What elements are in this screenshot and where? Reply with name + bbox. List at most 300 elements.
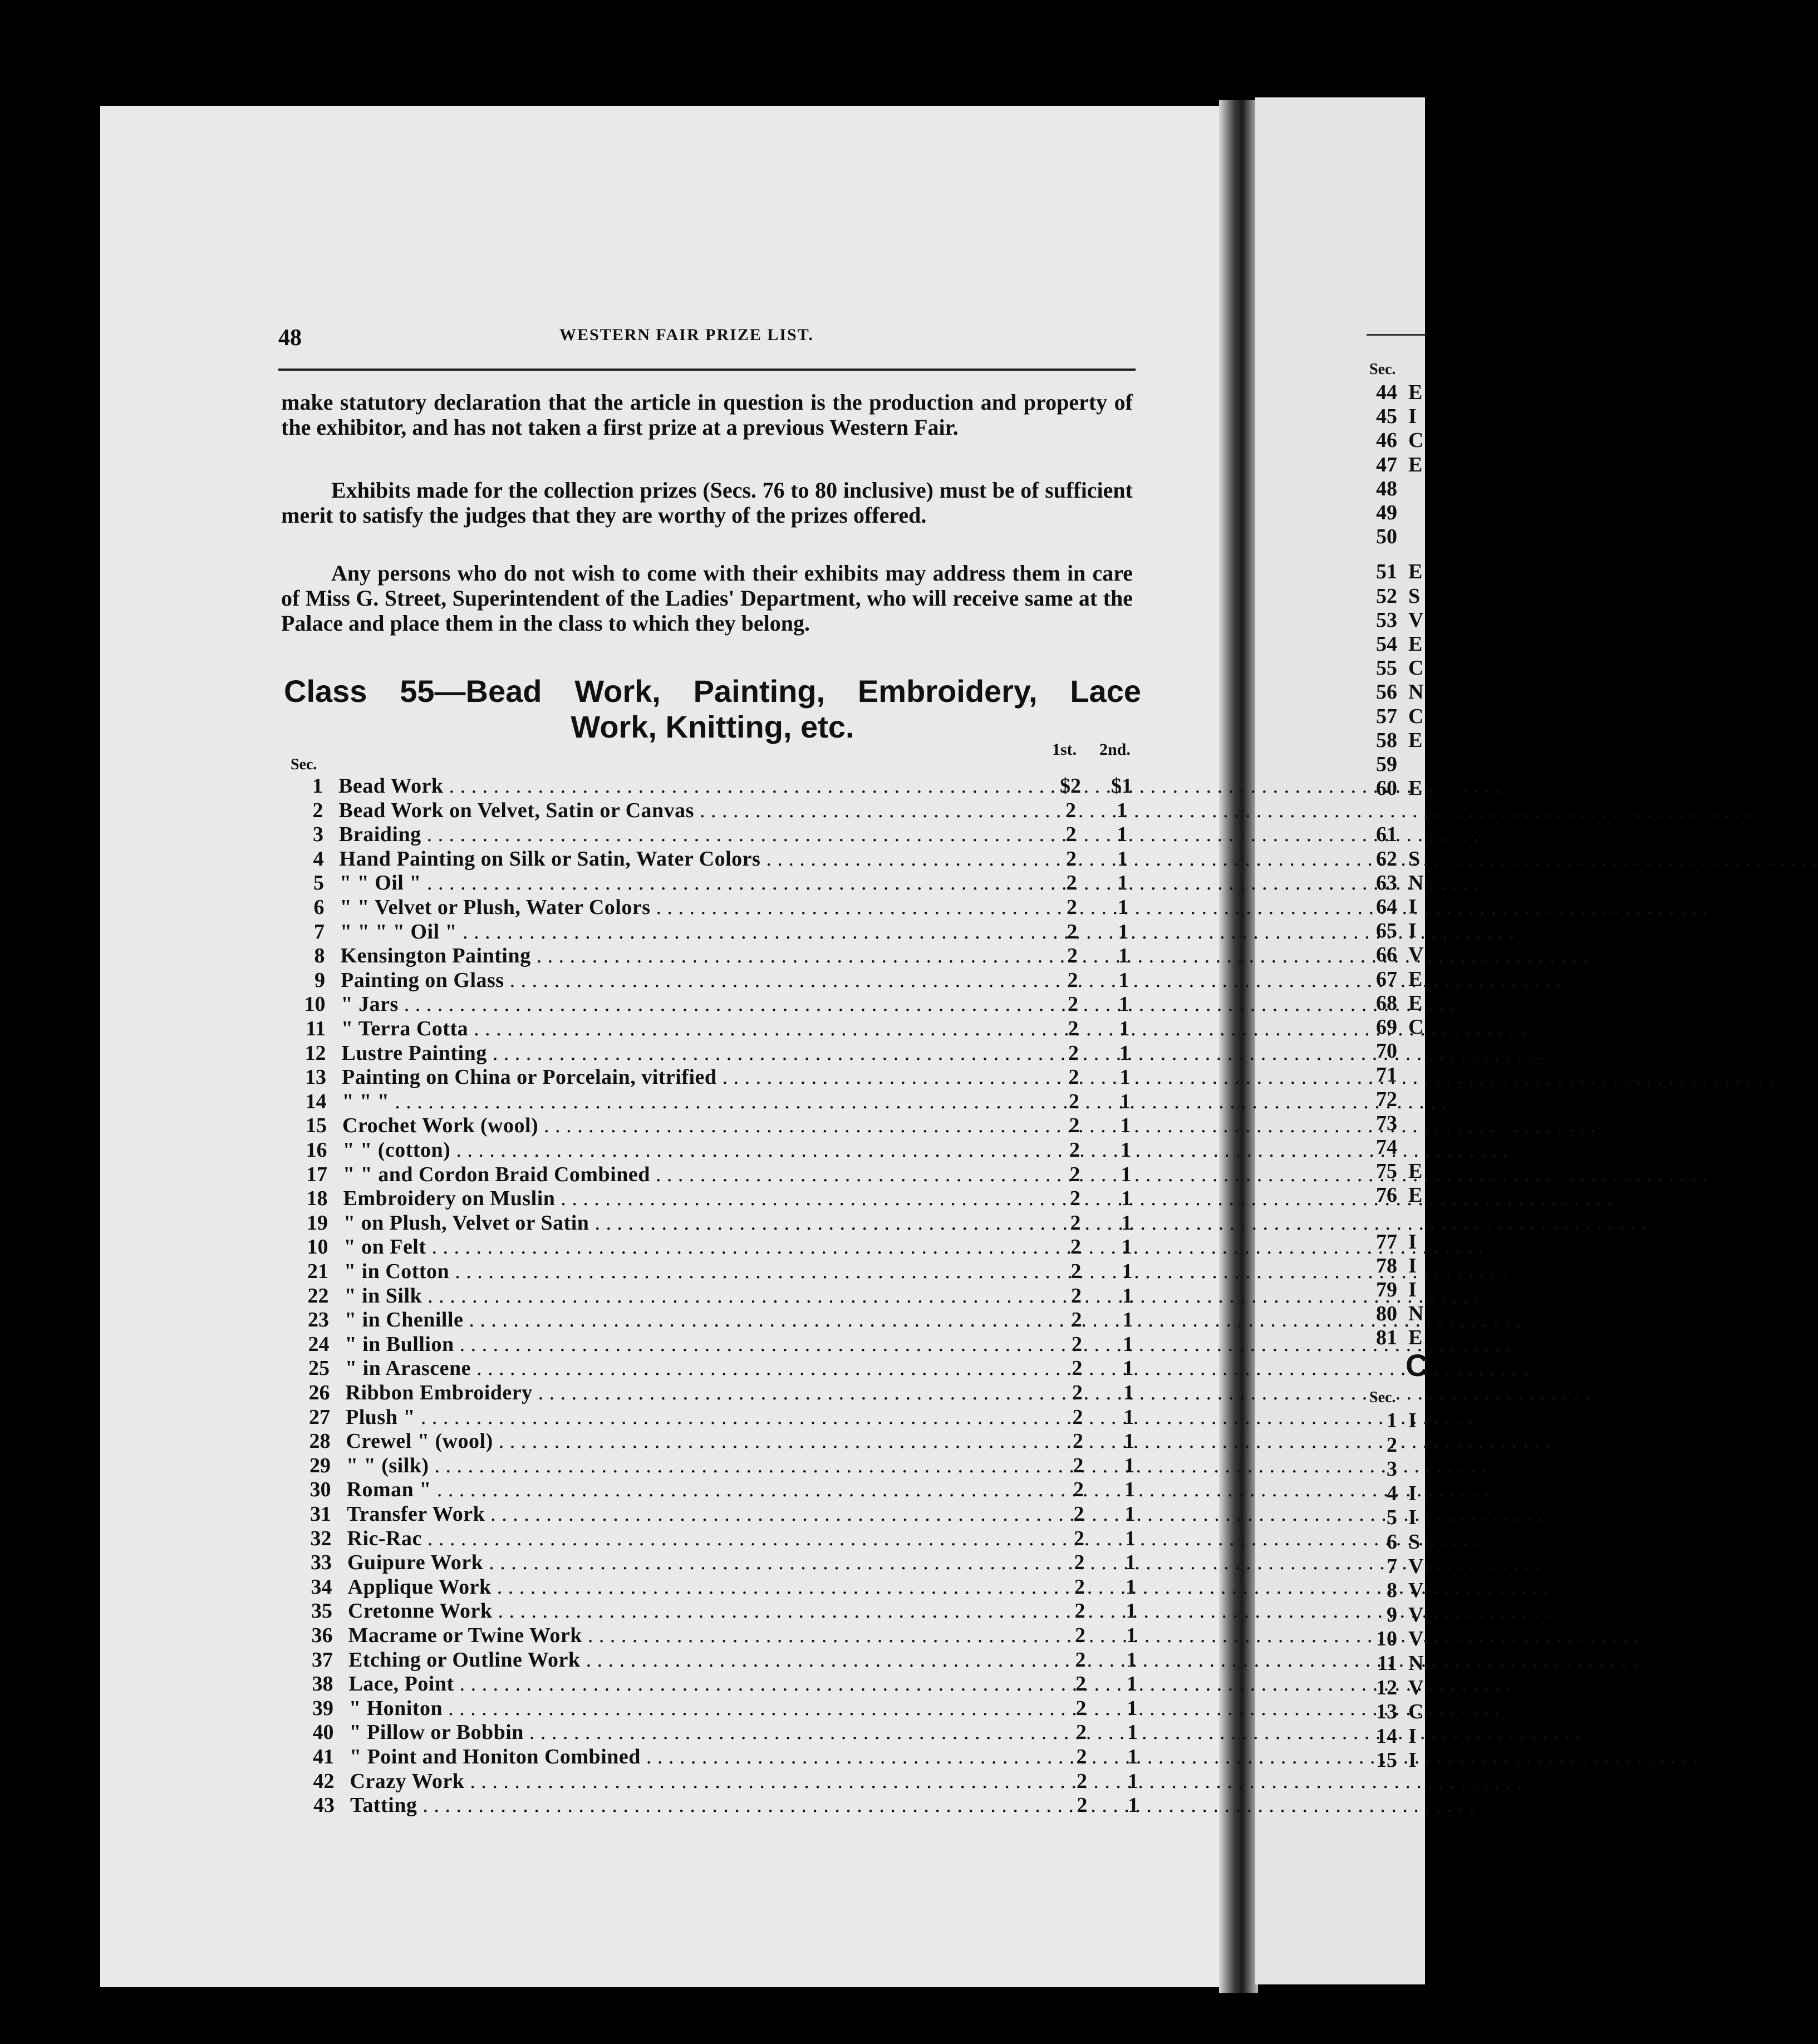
right-sec-number: 52: [1376, 584, 1397, 608]
sec-number: 8: [314, 944, 325, 968]
first-prize: 2: [1069, 1089, 1079, 1113]
class-heading-word: Painting,: [693, 674, 826, 709]
right-entry-fragment: S: [1408, 1530, 1421, 1554]
sec-number: 22: [307, 1284, 329, 1308]
first-prize: 2: [1075, 1648, 1086, 1672]
first-prize: 2: [1074, 1599, 1085, 1623]
right-entry-fragment: N: [1408, 1652, 1424, 1675]
table-row: [0, 871, 1169, 895]
sec-number: 24: [308, 1332, 330, 1356]
right-sec-number: 78: [1376, 1254, 1397, 1278]
page-number: 48: [278, 325, 302, 351]
second-prize: 1: [1127, 1696, 1138, 1720]
second-prize: 1: [1123, 1381, 1134, 1404]
right-sec-number: 48: [1376, 476, 1397, 500]
right-entry-fragment: V: [1408, 1554, 1424, 1578]
sec-number: 38: [312, 1672, 333, 1696]
right-entry-fragment: E: [1408, 453, 1423, 476]
right-entry-fragment: C: [1408, 1700, 1424, 1724]
right-sec-number: 64: [1376, 895, 1397, 918]
first-prize: 2: [1070, 1235, 1081, 1259]
sec-number: 42: [313, 1769, 335, 1793]
right-sec-number: 11: [1377, 1652, 1397, 1675]
entry-description: Roman " . . .: [347, 1477, 1052, 1502]
first-prize: 2: [1066, 847, 1077, 871]
right-sec-number: 51: [1376, 560, 1397, 584]
table-row: [0, 1769, 1169, 1794]
right-entry-fragment: I: [1408, 1506, 1417, 1530]
entry-description: Lace, Point . . .: [349, 1672, 1054, 1696]
entry-description: Macrame or Twine Work . . .: [348, 1623, 1054, 1648]
sec-number: 25: [308, 1357, 330, 1380]
table-row: [0, 1672, 1169, 1696]
entry-description: Plush " . . .: [346, 1405, 1051, 1429]
right-entry-fragment: I: [1408, 895, 1417, 918]
table-row: [0, 1405, 1169, 1429]
table-row: [0, 944, 1169, 968]
first-prize: 2: [1073, 1502, 1084, 1526]
right-sec-number: 71: [1376, 1063, 1397, 1087]
sec-number: 4: [313, 847, 324, 871]
right-sec-number: 67: [1376, 967, 1397, 991]
sec-number: 34: [311, 1575, 332, 1599]
sec-number: 2: [312, 798, 323, 822]
entry-description: Hand Painting on Silk or Satin, Water Colors . . .: [340, 847, 1046, 871]
first-prize: 2: [1066, 871, 1077, 895]
second-prize: 1: [1128, 1794, 1139, 1817]
entry-description: Etching or Outline Work . . .: [348, 1648, 1053, 1672]
sec-number: 18: [306, 1187, 328, 1211]
first-prize: 2: [1073, 1478, 1084, 1502]
table-row: [0, 1745, 1169, 1769]
second-prize: 1: [1118, 920, 1129, 944]
second-prize: 1: [1122, 1235, 1132, 1259]
second-prize: 1: [1121, 1162, 1132, 1186]
first-prize: 2: [1072, 1381, 1083, 1404]
entry-description: Ribbon Embroidery . . .: [346, 1380, 1052, 1405]
table-row: [0, 1186, 1169, 1211]
first-prize: 2: [1075, 1696, 1087, 1720]
right-entry-fragment: I: [1408, 1748, 1417, 1772]
second-prize: 1: [1128, 1769, 1138, 1793]
right-sec-number: 14: [1376, 1724, 1397, 1748]
table-row: [0, 1720, 1169, 1745]
right-sec-number: 1: [1387, 1409, 1397, 1432]
table-row: [0, 1380, 1169, 1405]
table-row: [0, 822, 1169, 847]
table-row: [0, 1696, 1169, 1721]
right-sec-number: 49: [1376, 501, 1397, 524]
table-row: [0, 1162, 1169, 1187]
table-row: [0, 1259, 1169, 1284]
sec-number: 31: [310, 1502, 331, 1526]
table-row: [0, 1016, 1169, 1041]
entry-description: " " " " Oil " . . .: [340, 920, 1046, 944]
second-prize: 1: [1126, 1599, 1137, 1623]
sec-number: 36: [311, 1624, 333, 1647]
table-row: [0, 1575, 1169, 1599]
right-entry-fragment: E: [1408, 1326, 1423, 1350]
right-sec-number: 80: [1376, 1302, 1397, 1326]
right-entry-fragment: V: [1408, 943, 1424, 967]
sec-number: 32: [310, 1526, 332, 1550]
right-entry-fragment: I: [1408, 1724, 1417, 1748]
right-sec-number: 59: [1376, 753, 1397, 776]
table-row: [0, 1793, 1169, 1817]
second-prize: 1: [1119, 1017, 1130, 1040]
second-prize: 1: [1123, 1332, 1133, 1356]
right-sec-number: 9: [1387, 1603, 1397, 1627]
second-prize: 1: [1123, 1357, 1134, 1380]
second-prize: 1: [1127, 1745, 1138, 1768]
table-row: [0, 1284, 1169, 1308]
right-sec-number: 75: [1376, 1159, 1397, 1183]
entry-description: " on Plush, Velvet or Satin . . .: [343, 1211, 1049, 1235]
second-prize: 1: [1117, 871, 1128, 895]
entry-description: " Point and Honiton Combined . . .: [350, 1745, 1054, 1769]
intro-paragraph-3: Any persons who do not wish to come with their exhibits may address them in care of Miss G. Street, Superintendent of the Ladies' Department, who will receive same at the Palace and place them in the class to which they belong.: [281, 561, 1133, 636]
right-entry-fragment: I: [1408, 919, 1417, 943]
sec-number: 10: [304, 992, 326, 1016]
entry-description: Painting on China or Porcelain, vitrified . . .: [342, 1065, 1048, 1089]
entry-description: " Honiton . . .: [349, 1696, 1054, 1721]
first-prize: 2: [1068, 992, 1078, 1016]
first-prize: 2: [1068, 1065, 1079, 1089]
sec-number: 43: [313, 1794, 335, 1817]
entry-description: Kensington Painting . . .: [341, 944, 1047, 968]
second-prize: 1: [1126, 1575, 1136, 1599]
right-entry-fragment: C: [1408, 704, 1424, 728]
sec-number: 21: [307, 1260, 328, 1283]
entry-description: " Terra Cotta . . .: [341, 1016, 1048, 1041]
right-sec-number: 66: [1376, 943, 1397, 967]
entry-description: Painting on Glass . . .: [341, 968, 1047, 992]
right-entry-fragment: V: [1408, 1676, 1424, 1699]
entry-description: Bead Work . . .: [338, 774, 1045, 798]
first-prize: 2: [1069, 1162, 1080, 1186]
first-prize: 2: [1071, 1308, 1082, 1332]
entry-description: " in Bullion . . .: [345, 1332, 1051, 1357]
entry-description: " " (cotton) . . .: [343, 1138, 1049, 1162]
table-row: [0, 968, 1169, 992]
table-row: [0, 1332, 1169, 1357]
right-entry-fragment: C: [1408, 656, 1424, 680]
table-row: [0, 798, 1169, 823]
first-prize: 2: [1069, 1114, 1080, 1138]
entry-description: Tatting . . .: [350, 1793, 1055, 1817]
sec-number: 13: [305, 1065, 326, 1089]
entry-description: " Jars . . .: [341, 992, 1048, 1016]
entry-description: " " Velvet or Plush, Water Colors . . .: [340, 895, 1047, 920]
entry-description: " in Cotton . . .: [344, 1259, 1050, 1284]
first-prize: 2: [1070, 1187, 1080, 1211]
sec-number: 26: [308, 1381, 330, 1404]
table-row: [0, 1502, 1169, 1526]
right-column-header-sec: Sec.: [1369, 361, 1396, 378]
right-header-rule: [1367, 334, 1425, 336]
right-sec-number: 76: [1376, 1183, 1397, 1207]
header-rule: [278, 368, 1136, 371]
right-entry-fragment: I: [1408, 405, 1417, 429]
second-prize: 1: [1127, 1721, 1138, 1745]
table-row: [0, 1065, 1169, 1089]
table-row: [0, 1041, 1169, 1065]
right-entry-fragment: N: [1408, 871, 1424, 895]
right-sec-number: 50: [1376, 525, 1397, 549]
sec-number: 28: [309, 1429, 331, 1453]
sec-number: 10: [307, 1235, 328, 1259]
second-prize: 1: [1118, 896, 1128, 919]
right-sec-number: 15: [1376, 1748, 1397, 1772]
second-prize: 1: [1119, 1041, 1130, 1065]
right-entry-fragment: S: [1408, 584, 1421, 608]
right-entry-fragment: V: [1408, 1627, 1424, 1651]
first-prize: 2: [1076, 1745, 1087, 1768]
right-entry-fragment: I: [1408, 1481, 1417, 1505]
second-prize: 1: [1120, 1089, 1131, 1113]
entry-description: Crochet Work (wool) . . .: [342, 1113, 1049, 1138]
right-entry-fragment: I: [1408, 1278, 1417, 1301]
first-prize: 2: [1065, 798, 1076, 822]
class-heading-line-1: [284, 674, 1141, 709]
second-prize: 1: [1122, 1308, 1133, 1332]
class-heading-word: Embroidery,: [857, 674, 1038, 709]
right-entry-fragment: E: [1408, 1183, 1423, 1207]
right-sec-number: 6: [1387, 1530, 1397, 1554]
first-prize: 2: [1077, 1794, 1088, 1817]
class-heading: [284, 674, 1141, 745]
entry-description: " " " . . .: [342, 1089, 1049, 1114]
entry-description: Crazy Work . . .: [350, 1769, 1055, 1794]
first-prize: 2: [1075, 1624, 1085, 1647]
sec-number: 5: [313, 871, 324, 895]
right-entry-fragment: E: [1408, 777, 1423, 800]
second-prize: 1: [1124, 1453, 1135, 1477]
right-entry-fragment: E: [1408, 1159, 1423, 1183]
right-sec-number: 79: [1376, 1278, 1397, 1301]
right-sec-number: 12: [1376, 1676, 1397, 1699]
first-prize: $2: [1060, 774, 1081, 798]
table-row: [0, 920, 1169, 944]
entry-description: " " (silk) . . .: [346, 1453, 1052, 1478]
second-prize: 1: [1124, 1429, 1134, 1453]
second-prize: 1: [1122, 1260, 1133, 1283]
table-row: [0, 1599, 1169, 1623]
entry-description: Ric-Rac . . .: [347, 1526, 1053, 1551]
right-column-header-sec-2: Sec.: [1369, 1389, 1396, 1406]
second-prize: 1: [1117, 847, 1128, 871]
right-sec-number: 13: [1376, 1700, 1397, 1724]
right-sec-number: 46: [1376, 429, 1397, 453]
right-entry-fragment: I: [1408, 1230, 1417, 1254]
entry-description: Embroidery on Muslin . . .: [343, 1186, 1049, 1211]
column-header-sec: Sec.: [291, 756, 317, 773]
first-prize: 2: [1067, 920, 1078, 944]
table-row: [0, 1623, 1169, 1648]
second-prize: 1: [1119, 1065, 1131, 1089]
first-prize: 2: [1068, 1041, 1079, 1065]
right-sec-number: 4: [1387, 1481, 1397, 1505]
table-row: [0, 1089, 1169, 1114]
table-row: [0, 1453, 1169, 1478]
right-sec-number: 77: [1376, 1230, 1397, 1254]
first-prize: 2: [1072, 1405, 1083, 1429]
table-row: [0, 774, 1169, 798]
right-entry-fragment: E: [1408, 381, 1423, 404]
entry-description: " in Chenille . . .: [345, 1308, 1050, 1332]
sec-number: 39: [312, 1696, 333, 1720]
entry-description: " in Arascene . . .: [345, 1356, 1051, 1380]
sec-number: 29: [309, 1453, 331, 1477]
first-prize: 2: [1067, 968, 1078, 992]
sec-number: 23: [308, 1308, 329, 1332]
first-prize: 2: [1070, 1260, 1082, 1283]
second-prize: 1: [1122, 1284, 1133, 1308]
table-row: [0, 895, 1169, 920]
entry-description: Guipure Work . . .: [347, 1550, 1053, 1575]
right-entry-fragment: C: [1408, 1015, 1424, 1039]
right-sec-number: 56: [1376, 680, 1397, 704]
table-row: [0, 1138, 1169, 1162]
right-sec-number: 61: [1376, 823, 1397, 847]
class-heading-word: Work,: [574, 674, 661, 709]
right-sec-number: 47: [1376, 453, 1397, 476]
sec-number: 16: [306, 1138, 327, 1162]
sec-number: 35: [311, 1599, 332, 1623]
intro-paragraph-1: make statutory declaration that the article in question is the production and property of the exhibitor, and has not taken a first prize at a previous Western Fair.: [281, 390, 1133, 440]
right-entry-fragment: C: [1408, 429, 1424, 453]
second-prize: 1: [1126, 1648, 1137, 1672]
first-prize: 2: [1070, 1211, 1081, 1235]
entry-description: " " and Cordon Braid Combined . . .: [343, 1162, 1049, 1187]
table-row: [0, 1211, 1169, 1235]
class-heading-word: 55—Bead: [400, 674, 542, 709]
right-entry-fragment: E: [1408, 632, 1423, 656]
entry-description: " Pillow or Bobbin . . .: [350, 1720, 1054, 1745]
first-prize: 2: [1075, 1672, 1086, 1696]
sec-number: 9: [315, 968, 325, 992]
first-prize: 2: [1073, 1429, 1083, 1453]
second-prize: 1: [1117, 823, 1128, 847]
class-heading-line-2: Work, Knitting, etc.: [571, 709, 854, 744]
sec-number: 27: [309, 1405, 330, 1429]
sec-number: 19: [307, 1211, 328, 1235]
table-row: [0, 1356, 1169, 1380]
right-sec-number: 2: [1387, 1433, 1397, 1457]
right-sec-number: 10: [1376, 1627, 1397, 1651]
entry-description: Transfer Work . . .: [347, 1502, 1052, 1526]
first-prize: 2: [1067, 896, 1077, 919]
right-sec-number: 62: [1376, 847, 1397, 871]
sec-number: 11: [306, 1017, 326, 1040]
intro-paragraph-2: Exhibits made for the collection prizes (Secs. 76 to 80 inclusive) must be of sufficient merit to satisfy the judges that they are worthy of the prizes offered.: [281, 478, 1133, 528]
sec-number: 30: [309, 1478, 331, 1502]
entry-description: Braiding . . .: [339, 822, 1046, 847]
second-prize: 1: [1119, 992, 1129, 1016]
right-sec-number: 45: [1376, 405, 1397, 429]
first-prize: 2: [1072, 1357, 1083, 1380]
right-sec-number: 74: [1376, 1136, 1397, 1159]
table-row: [0, 1477, 1169, 1502]
column-header-first-prize: 1st.: [1052, 740, 1077, 759]
sec-number: 15: [306, 1114, 327, 1138]
entry-description: Applique Work . . .: [348, 1575, 1053, 1599]
second-prize: 1: [1126, 1624, 1137, 1647]
right-entry-fragment: E: [1408, 967, 1423, 991]
second-prize: 1: [1118, 968, 1129, 992]
entry-description: Bead Work on Velvet, Satin or Canvas . . .: [339, 798, 1046, 823]
right-sec-number: 3: [1387, 1457, 1397, 1481]
second-prize: 1: [1124, 1502, 1136, 1526]
table-row: [0, 847, 1169, 871]
sec-number: 33: [311, 1551, 332, 1575]
class-heading-word: Lace: [1070, 674, 1141, 709]
first-prize: 2: [1071, 1284, 1082, 1308]
entry-description: " in Silk . . .: [345, 1284, 1050, 1308]
right-entry-fragment: I: [1408, 1254, 1417, 1278]
table-row: [0, 1235, 1169, 1259]
right-entry-fragment: V: [1408, 608, 1424, 632]
first-prize: 2: [1074, 1551, 1085, 1575]
sec-number: 41: [313, 1745, 334, 1768]
table-row: [0, 1113, 1169, 1138]
right-sec-number: 7: [1387, 1554, 1397, 1578]
first-prize: 2: [1074, 1526, 1084, 1550]
right-sec-number: 81: [1376, 1326, 1397, 1350]
second-prize: 1: [1121, 1211, 1132, 1235]
table-row: [0, 1550, 1169, 1575]
table-row: [0, 992, 1169, 1016]
class-heading-word: Class: [284, 674, 367, 709]
entry-description: " on Felt . . .: [344, 1235, 1050, 1259]
second-prize: 1: [1124, 1478, 1135, 1502]
right-entry-fragment: E: [1408, 728, 1423, 752]
right-sec-number: 63: [1376, 871, 1397, 895]
second-prize: $1: [1111, 774, 1132, 798]
right-sec-number: 69: [1376, 1015, 1397, 1039]
right-sec-number: 57: [1376, 704, 1397, 728]
entry-description: " " Oil " . . .: [340, 871, 1046, 895]
first-prize: 2: [1065, 823, 1077, 847]
second-prize: 1: [1125, 1551, 1136, 1575]
right-sec-number: 73: [1376, 1111, 1397, 1135]
sec-number: 14: [305, 1089, 327, 1113]
entry-description: Crewel " (wool) . . .: [346, 1429, 1052, 1453]
first-prize: 2: [1068, 1017, 1079, 1040]
second-prize: 1: [1118, 944, 1129, 968]
first-prize: 2: [1067, 944, 1078, 968]
sec-number: 40: [312, 1721, 334, 1745]
right-entry-fragment: N: [1408, 1302, 1424, 1326]
first-prize: 2: [1072, 1332, 1082, 1356]
sec-number: 7: [314, 920, 325, 944]
first-prize: 2: [1076, 1721, 1087, 1745]
table-row: [0, 1308, 1169, 1332]
sec-number: 3: [313, 823, 323, 847]
entry-description: Cretonne Work . . .: [348, 1599, 1053, 1623]
second-prize: 1: [1127, 1672, 1137, 1696]
first-prize: 2: [1077, 1769, 1087, 1793]
right-sec-number: 44: [1376, 381, 1397, 404]
right-sec-number: 54: [1376, 632, 1397, 656]
right-entry-fragment: N: [1408, 680, 1424, 704]
right-entry-fragment: V: [1408, 1579, 1424, 1603]
right-class-heading-fragment: C: [1406, 1348, 1428, 1383]
right-sec-number: 65: [1376, 919, 1397, 943]
sec-number: 1: [312, 774, 323, 798]
right-entry-fragment: S: [1408, 847, 1421, 871]
sec-number: 37: [312, 1648, 333, 1672]
